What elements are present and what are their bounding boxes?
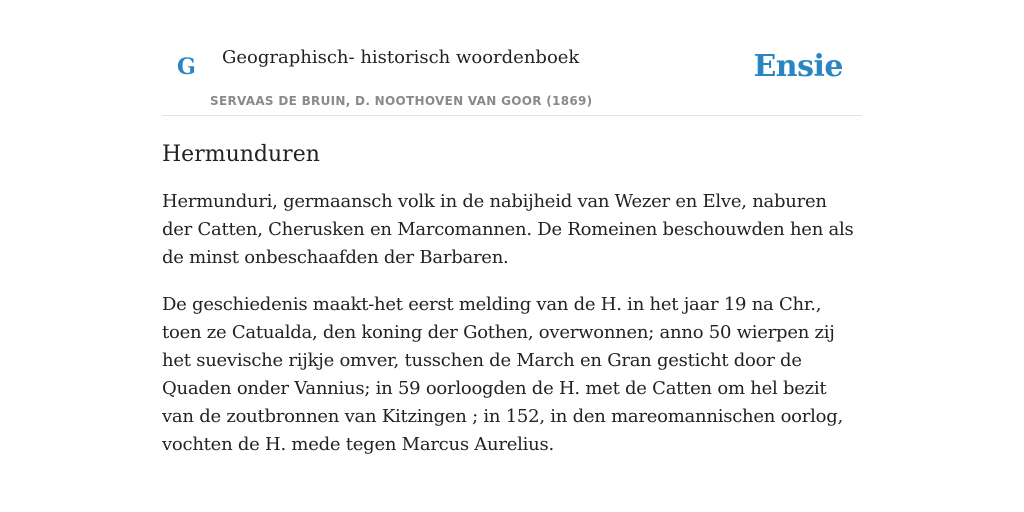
entry-title: Hermunduren xyxy=(162,142,320,167)
content-container xyxy=(162,0,862,478)
book-header xyxy=(162,0,862,116)
book-author: SERVAAS DE BRUIN, D. NOOTHOVEN VAN GOOR (1869) xyxy=(210,94,593,108)
ensie-logo[interactable]: Ensie xyxy=(753,49,843,84)
book-title-link[interactable]: Geographisch- historisch woordenboek xyxy=(222,47,580,68)
entry-body xyxy=(162,188,862,459)
entry-paragraph: De geschiedenis maakt-het eerst melding van de H. in het jaar 19 na Chr., toen ze Catualda, den koning der Gothen, overwonnen; anno 50 wierpen zij het suevische rijkje omver, tusschen de March en Gran gesticht door de Quaden onder Vannius; in 59 oorloogden de H. met de Catten om hel bezit van de zoutbronnen van Kitzingen ; in 152, in den mareomannischen oorlog, vochten de H. mede tegen Marcus Aurelius. xyxy=(162,294,843,455)
book-letter-icon[interactable]: G xyxy=(177,54,196,80)
entry-paragraph: Hermunduri, germaansch volk in de nabijheid van Wezer en Elve, naburen der Catten, Cherusken en Marcomannen. De Romeinen beschouwden hen als de minst onbeschaafden der Barbaren. xyxy=(162,191,854,268)
